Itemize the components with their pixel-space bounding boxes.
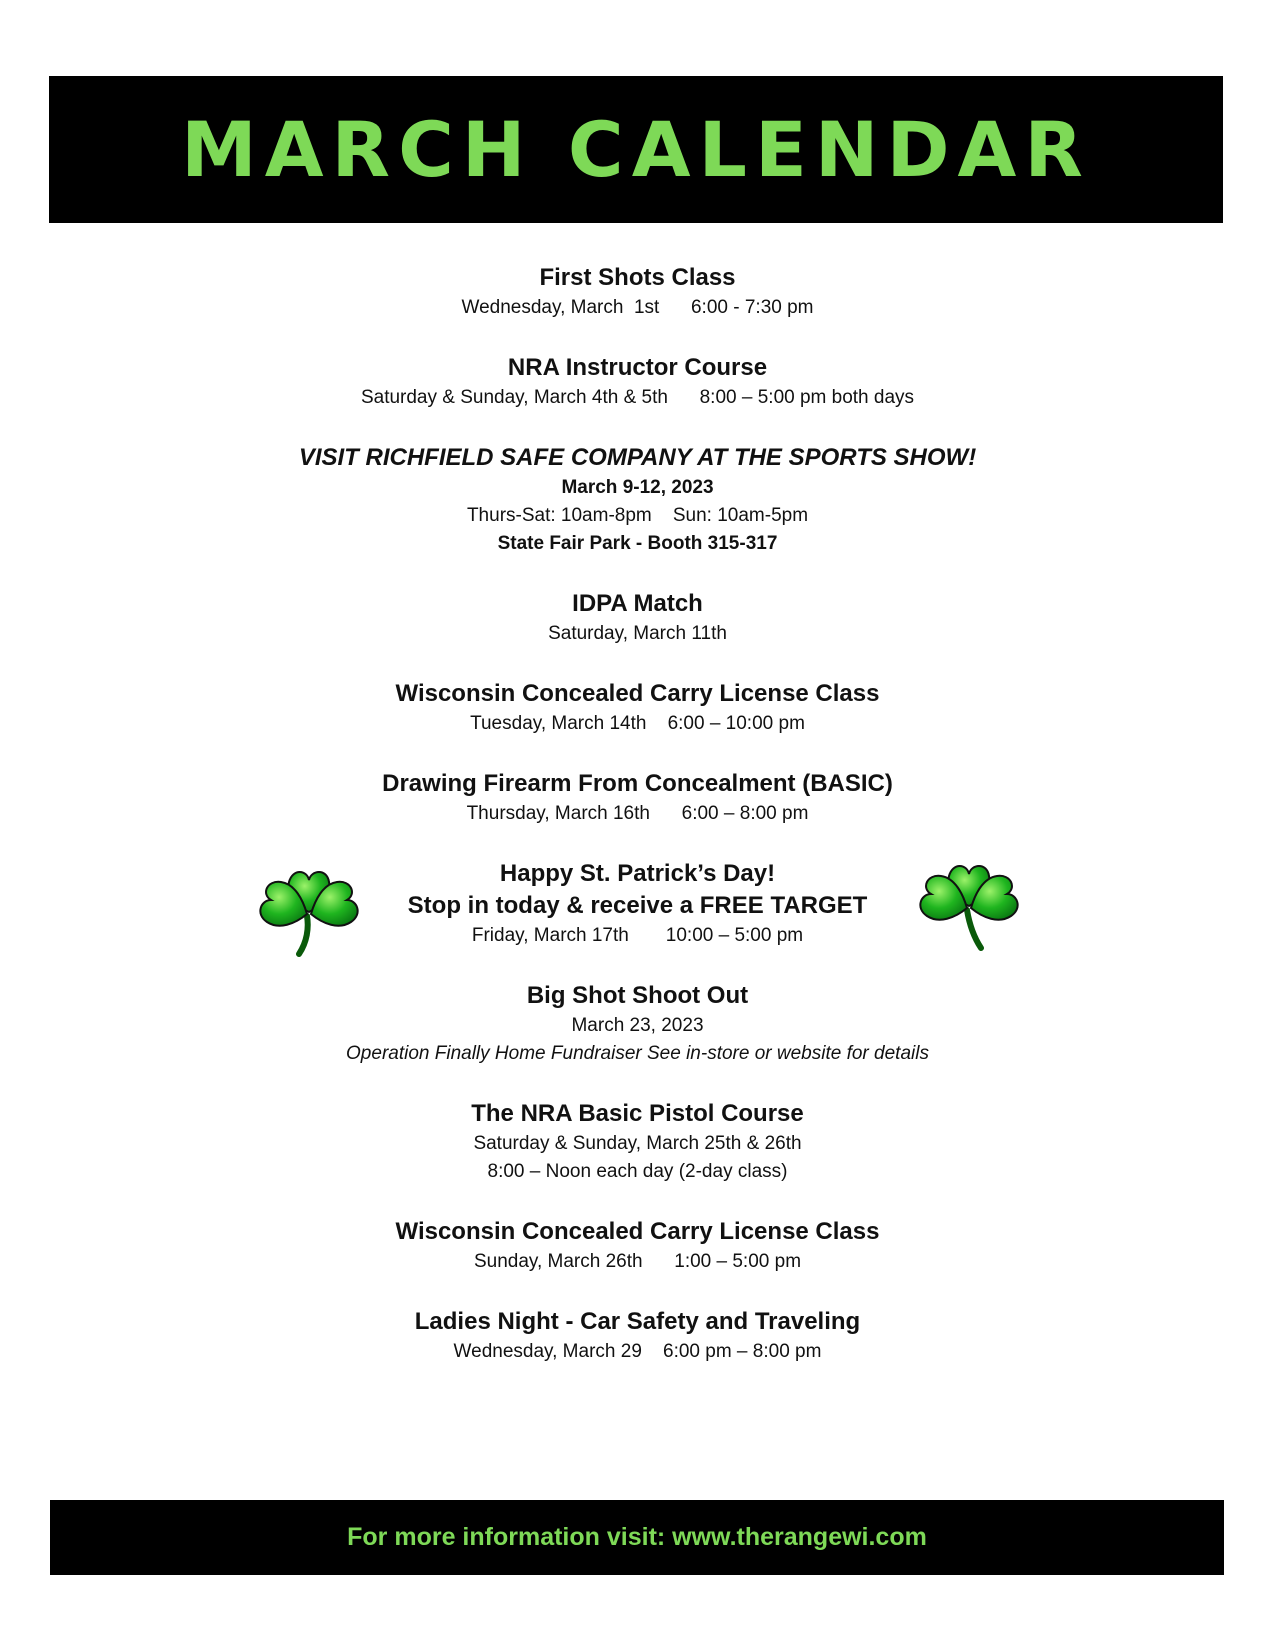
event-date: Wednesday, March 1st 6:00 - 7:30 pm — [461, 297, 814, 318]
event-date: Friday, March 17th 10:00 – 5:00 pm — [471, 925, 804, 946]
event-title: First Shots Class — [539, 264, 736, 291]
event-first-shots — [0, 262, 1275, 322]
event-date: Saturday & Sunday, March 25th & 26th — [473, 1133, 802, 1154]
event-location: State Fair Park - Booth 315-317 — [497, 533, 778, 554]
event-title: Happy St. Patrick’s Day! — [499, 860, 776, 887]
event-title: VISIT RICHFIELD SAFE COMPANY AT THE SPORTS SHOW! — [298, 444, 977, 471]
event-ladies-night — [0, 1306, 1275, 1366]
event-nra-basic-pistol — [0, 1098, 1275, 1186]
event-date: Wednesday, March 29 6:00 pm – 8:00 pm — [453, 1341, 822, 1362]
event-date: Saturday & Sunday, March 4th & 5th 8:00 – 5:00 pm both days — [360, 387, 915, 408]
header-banner — [49, 76, 1223, 223]
event-title: Drawing Firearm From Concealment (BASIC) — [382, 770, 893, 797]
event-sports-show — [0, 442, 1275, 558]
event-idpa-match — [0, 588, 1275, 648]
event-subtitle: Stop in today & receive a FREE TARGET — [407, 892, 868, 919]
event-st-patricks — [0, 858, 1275, 950]
event-date: March 23, 2023 — [571, 1015, 704, 1036]
event-drawing-firearm — [0, 768, 1275, 828]
event-date: Tuesday, March 14th 6:00 – 10:00 pm — [470, 713, 805, 734]
event-title: The NRA Basic Pistol Course — [471, 1100, 804, 1127]
event-title: Wisconsin Concealed Carry License Class — [395, 680, 880, 707]
event-date: Sunday, March 26th 1:00 – 5:00 pm — [473, 1251, 802, 1272]
event-hours: Thurs-Sat: 10am-8pm Sun: 10am-5pm — [466, 505, 809, 526]
event-nra-instructor — [0, 352, 1275, 412]
shamrock-icon — [915, 860, 1023, 952]
event-title: Ladies Night - Car Safety and Traveling — [414, 1308, 861, 1335]
event-date: Saturday, March 11th — [548, 623, 727, 644]
event-ccw-class-2 — [0, 1216, 1275, 1276]
event-list — [0, 262, 1275, 1396]
footer-banner — [50, 1500, 1224, 1575]
event-date: March 9-12, 2023 — [561, 477, 714, 498]
footer-info-text[interactable]: For more information visit: www.therangewi.com — [347, 1523, 927, 1551]
event-ccw-class-1 — [0, 678, 1275, 738]
event-date: Thursday, March 16th 6:00 – 8:00 pm — [466, 803, 809, 824]
event-title: IDPA Match — [572, 590, 703, 617]
event-title: NRA Instructor Course — [507, 354, 768, 381]
event-title: Wisconsin Concealed Carry License Class — [395, 1218, 880, 1245]
event-note: Operation Finally Home Fundraiser See in-store or website for details — [346, 1043, 929, 1064]
shamrock-icon — [255, 866, 363, 958]
event-title: Big Shot Shoot Out — [526, 982, 749, 1009]
event-big-shot — [0, 980, 1275, 1068]
event-hours: 8:00 – Noon each day (2-day class) — [487, 1161, 788, 1182]
page-title: MARCH CALENDAR — [181, 104, 1091, 194]
